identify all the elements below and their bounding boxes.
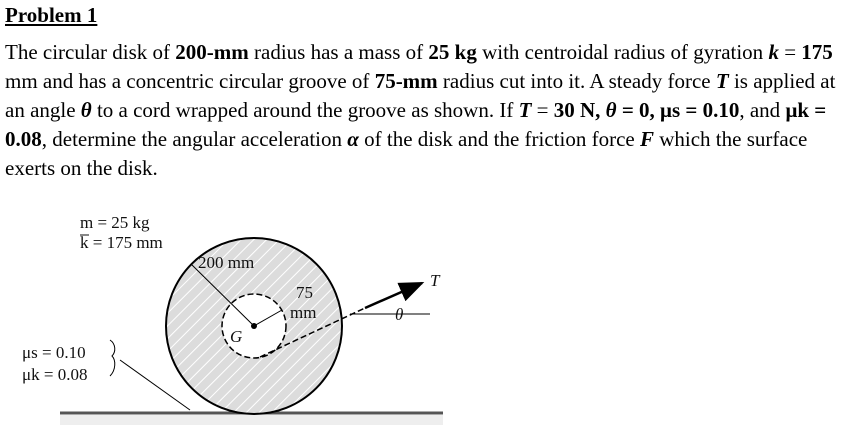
problem-title: Problem 1 <box>5 3 98 27</box>
problem-statement: The circular disk of 200-mm radius has a mass of 25 kg with centroidal radius of gyration k = 175 mm and has a concentric circular groove of 75-mm radius cut into it. A steady force T is applied at an angle θ to a cord wrapped around the groove as shown. If T = 30 N, θ = 0, μs = 0.10, and μk = 0.08, determine the angular acceleration α of the disk and the friction force F which the surface exerts on the disk. <box>5 40 836 180</box>
friction-brace <box>110 340 115 376</box>
gyration-label: k = 175 mm <box>80 233 163 252</box>
disk-figure <box>0 200 861 433</box>
center-label: G <box>230 327 243 346</box>
mass-label: m = 25 kg <box>80 213 150 232</box>
force-label: T <box>430 271 440 290</box>
angle-label: θ <box>395 305 404 324</box>
ground-shading <box>60 415 443 425</box>
groove-radius-label-unit: mm <box>290 303 317 322</box>
kinetic-friction-label: μk = 0.08 <box>22 365 88 384</box>
groove-radius-label-number: 75 <box>296 283 313 302</box>
force-arrow <box>365 283 422 308</box>
outer-radius-label: 200 mm <box>198 253 255 272</box>
static-friction-label: μs = 0.10 <box>22 343 86 362</box>
